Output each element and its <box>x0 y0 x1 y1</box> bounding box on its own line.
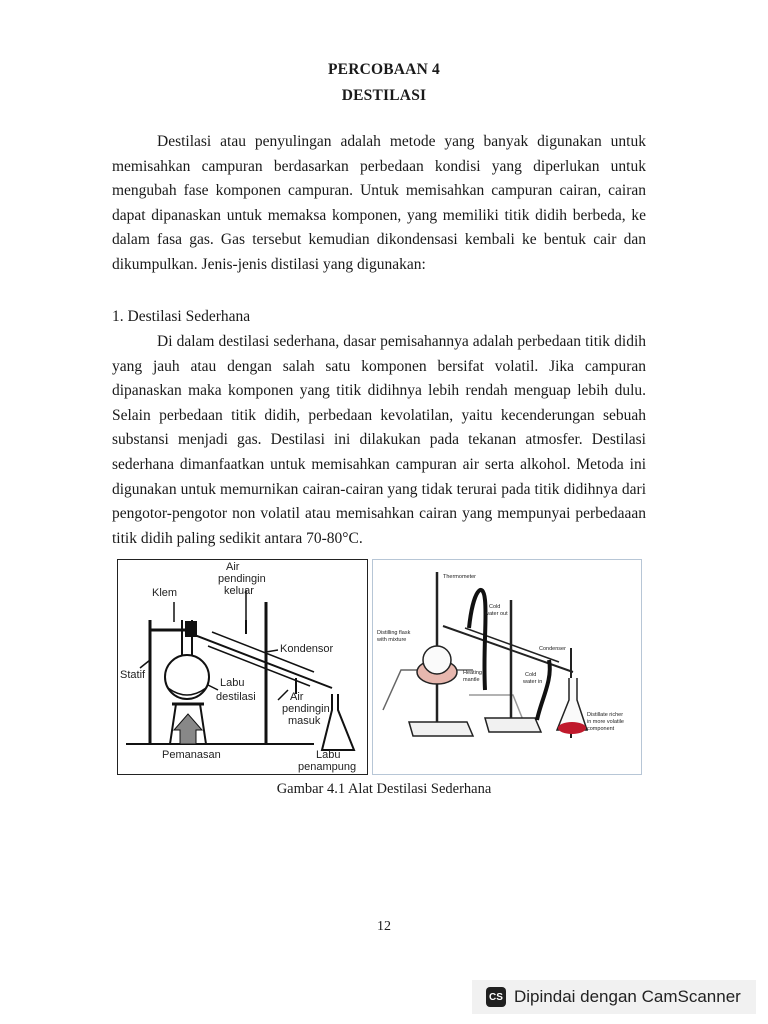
label-heating-mantle-1: Heating <box>463 670 482 676</box>
label-distilling-flask-2: with mixture <box>377 637 407 643</box>
label-thermometer: Thermometer <box>443 574 477 580</box>
label-cold-water-out-1: Cold <box>489 604 501 610</box>
label-statif: Statif <box>120 669 146 681</box>
camscanner-watermark <box>472 980 756 1014</box>
tripod-leg-right <box>200 704 206 744</box>
base-plate-2 <box>485 718 541 732</box>
labu-destilasi-flask <box>165 655 209 699</box>
label-distillate-2: in more volatile <box>587 719 624 725</box>
figure-distillation-photo <box>372 559 642 775</box>
camscanner-text: Dipindai dengan CamScanner <box>514 987 741 1006</box>
distillation-photo-svg <box>373 560 640 773</box>
leader-labu-destilasi <box>208 685 218 690</box>
label-air-masuk-2: pendingin <box>282 703 330 715</box>
distilling-flask <box>423 646 451 674</box>
label-kondensor: Kondensor <box>280 643 334 655</box>
label-air-keluar-3: keluar <box>224 585 254 597</box>
tripod-leg-left <box>170 704 176 744</box>
distillate-liquid <box>558 722 586 734</box>
section-heading: 1. Destilasi Sederhana <box>112 308 251 325</box>
label-klem: Klem <box>152 587 178 599</box>
page-title: PERCOBAAN 4 <box>328 61 440 78</box>
label-cold-water-out-2: water out <box>485 611 508 617</box>
label-air-keluar-2: pendingin <box>218 573 266 585</box>
label-cold-water-in-1: Cold <box>525 672 537 678</box>
leader-kondensor <box>266 650 278 652</box>
label-distillate-1: Distillate richer <box>587 712 624 718</box>
intro-paragraph: Destilasi atau penyulingan adalah metode yang banyak digunakan untuk memisahkan campuran berdasarkan perbedaan kondisi yang diperlukan untuk mengubah fase komponen campuran. Untuk memisahkan campuran cairan, cairan dapat dipanaskan untuk memaksa komponen, yang memiliki titik didih berbeda, ke dalam fasa gas. Gas tersebut kemudian dikondensasi kembali ke bentuk cair dan dikumpulkan. Jenis-jenis distilasi yang digunakan: <box>112 133 646 273</box>
label-labu-penampung-1: Labu <box>316 749 341 761</box>
label-pemanasan: Pemanasan <box>162 749 221 761</box>
bench-hole <box>469 695 523 720</box>
label-heating-mantle-2: mantle <box>463 677 480 683</box>
page-number: 12 <box>377 919 391 934</box>
label-condenser: Condenser <box>539 646 566 652</box>
distillation-diagram-svg <box>118 560 366 773</box>
leader-air-masuk <box>278 690 288 700</box>
label-air-masuk-1: Air <box>290 691 304 703</box>
label-distilling-flask-1: Distilling flask <box>377 630 411 636</box>
label-air-keluar-1: Air <box>226 561 240 573</box>
label-labu-penampung-2: penampung <box>298 761 357 773</box>
label-cold-water-in-2: water in <box>523 679 543 685</box>
hose-in <box>537 660 550 720</box>
camscanner-logo-icon: CS <box>486 987 506 1007</box>
label-labu-destilasi-1: Labu <box>220 677 245 689</box>
base-plate-1 <box>409 722 473 736</box>
label-air-masuk-3: masuk <box>288 715 321 727</box>
page-subtitle: DESTILASI <box>341 87 427 104</box>
section-paragraph: Di dalam destilasi sederhana, dasar pemisahannya adalah perbedaan titik didih yang jauh atau dengan salah satu komponen bersifat volatil. Jika campuran dipanaskan maka komponen yang titik didihnya lebih rendah menguap lebih dulu. Selain perbedaan titik didih, perbedaan kevolatilan, yaitu kecenderungan sebuah substansi menjadi gas. Destilasi ini dilakukan pada tekanan atmosfer. Destilasi sederhana dimanfaatkan untuk memisahkan campuran air serta alkohol. Metoda ini digunakan untuk memurnikan cairan-cairan yang tidak terurai pada titik didihnya dari pengotor-pengotor non volatil atau memisahkan cairan yang mempunyai perbedaaan titik didih paling sedikit antara 70-80°C. <box>112 333 646 547</box>
label-labu-destilasi-2: destilasi <box>216 691 256 703</box>
figure-caption: Gambar 4.1 Alat Destilasi Sederhana <box>276 781 492 797</box>
label-distillate-3: component <box>587 726 615 732</box>
figure-distillation-diagram <box>117 559 368 775</box>
heat-arrow-icon <box>174 714 202 744</box>
